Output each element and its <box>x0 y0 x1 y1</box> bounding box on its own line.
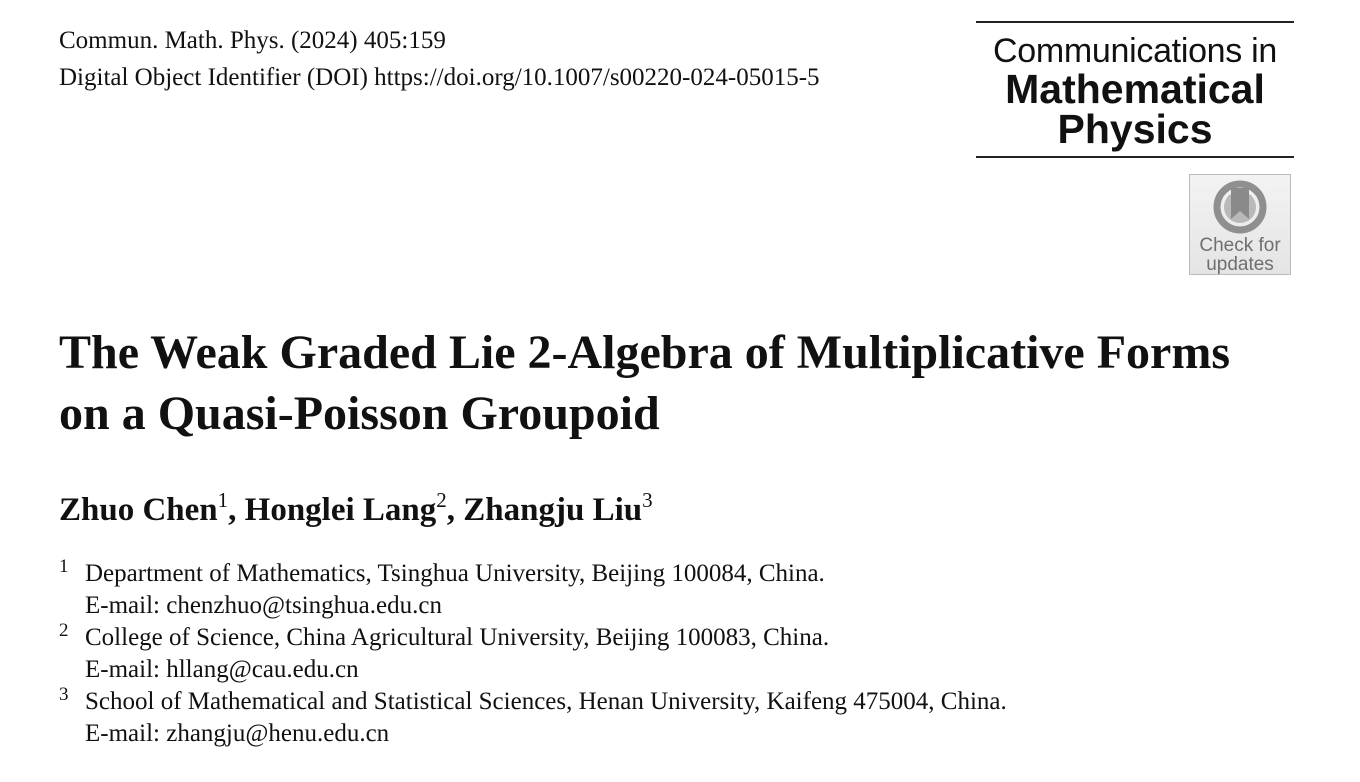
check-for-updates-button[interactable] <box>1189 174 1291 275</box>
affiliation-email: E-mail: chenzhuo@tsinghua.edu.cn <box>85 592 442 619</box>
author-name: Zhangju Liu <box>463 492 643 528</box>
affiliation-item <box>59 622 1007 686</box>
affiliation-email: E-mail: zhangju@henu.edu.cn <box>85 720 390 747</box>
affiliation-number: 3 <box>59 684 69 705</box>
author-list <box>59 488 653 529</box>
affiliation-email: E-mail: hllang@cau.edu.cn <box>85 656 359 683</box>
citation-block <box>59 22 820 96</box>
bookmark-ring-icon <box>1212 179 1268 235</box>
affiliation-address: College of Science, China Agricultural University, Beijing 100083, China. <box>85 624 830 651</box>
author-name: Honglei Lang <box>244 492 437 528</box>
affiliation-list <box>59 558 1007 750</box>
journal-logo-line-2: Mathematical <box>1005 66 1265 112</box>
journal-logo <box>976 21 1294 158</box>
author-name: Zhuo Chen <box>59 492 218 528</box>
affiliation-item <box>59 558 1007 622</box>
doi-line: Digital Object Identifier (DOI) https://doi.org/10.1007/s00220-024-05015-5 <box>59 64 820 91</box>
paper-title-line-1: The Weak Graded Lie 2-Algebra of Multiplicative Forms <box>59 326 1231 379</box>
paper-title-line-2: on a Quasi-Poisson Groupoid <box>59 387 660 440</box>
affiliation-number: 2 <box>59 620 69 641</box>
affiliation-address: Department of Mathematics, Tsinghua University, Beijing 100084, China. <box>85 560 825 587</box>
affiliation-number: 1 <box>59 556 69 577</box>
affiliation-mark: 1 <box>217 488 229 512</box>
check-for-updates-label: Check for updates <box>1199 235 1281 275</box>
affiliation-item <box>59 686 1007 750</box>
author-separator: , <box>228 492 245 528</box>
journal-logo-line-3: Physics <box>1057 106 1213 152</box>
affiliation-mark: 2 <box>436 488 447 512</box>
affiliation-address: School of Mathematical and Statistical Sciences, Henan University, Kaifeng 475004, China. <box>85 688 1007 715</box>
affiliation-mark: 3 <box>642 488 653 512</box>
author-separator: , <box>446 492 464 528</box>
journal-logo-line-1: Communications in <box>992 32 1278 70</box>
paper-title <box>59 322 1319 444</box>
journal-reference: Commun. Math. Phys. (2024) 405:159 <box>59 27 446 54</box>
